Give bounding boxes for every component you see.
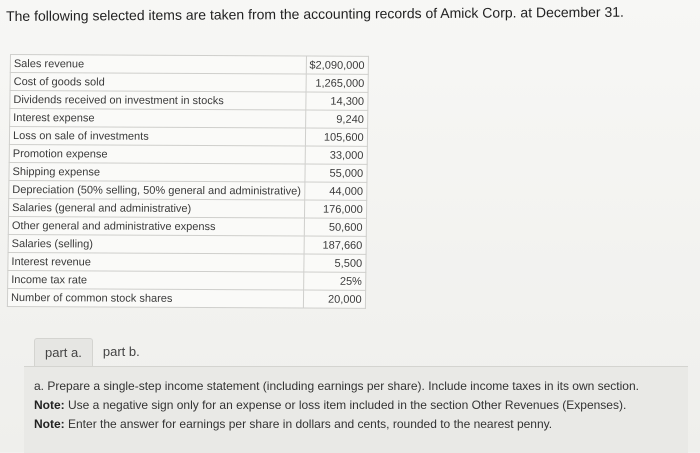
row-value: 14,300 [305,92,367,110]
note-text: Enter the answer for earnings per share in dollars and cents, rounded to the nearest penny. [64,417,553,431]
accounting-records-table [7,54,369,309]
table-row [10,73,368,93]
tab-part-b[interactable]: part b. [102,344,140,359]
row-label: Depreciation (50% selling, 50% general and administrative) [9,181,305,201]
row-label: Shipping expense [9,163,305,183]
note-text: Use a negative sign only for an expense or loss item included in the section Other Revenues (Expenses). [64,398,627,412]
row-label: Loss on sale of investments [9,127,305,147]
row-value: 187,660 [304,236,366,254]
row-label: Cost of goods sold [10,73,306,93]
table-row [9,127,367,147]
table-row [9,181,367,201]
row-value: 50,600 [304,218,366,236]
table-row [9,199,367,219]
tab-part-a[interactable]: part a. [34,338,93,366]
row-value: 25% [303,272,365,290]
note-label: Note: [34,398,65,412]
table-row [8,270,366,290]
row-label: Interest revenue [8,252,304,272]
instructions-panel [24,366,688,453]
instruction-line: a. Prepare a single-step income statement (including earnings per share). Include income taxes in its own section. [34,379,639,393]
row-label: Dividends received on investment in stocks [10,91,306,111]
note-line [34,415,639,434]
row-label: Salaries (general and administrative) [9,199,305,219]
row-label: Salaries (selling) [8,235,304,255]
instructions [34,377,639,434]
row-label: Number of common stock shares [7,288,303,308]
table-row [10,55,368,75]
table-row [8,235,366,255]
row-label: Income tax rate [8,270,304,290]
table-row [10,109,368,129]
note-line [34,396,639,415]
row-value: 105,600 [305,128,367,146]
row-label: Interest expense [10,109,306,129]
row-value: 55,000 [305,164,367,182]
row-value: 5,500 [303,254,365,272]
row-label: Sales revenue [10,55,306,75]
row-value: $2,090,000 [306,56,368,74]
row-label: Promotion expense [9,145,305,165]
note-label: Note: [34,417,65,431]
intro-text: The following selected items are taken from the accounting records of Amick Corp. at December 31. [6,3,624,24]
table-row [7,288,365,308]
row-value: 9,240 [305,110,367,128]
row-value: 20,000 [303,290,365,308]
row-value: 44,000 [304,182,366,200]
table-row [8,252,366,272]
row-value: 1,265,000 [306,74,368,92]
table-row [9,145,367,165]
row-label: Other general and administrative expenss [8,217,304,237]
table-row [8,217,366,237]
row-value: 33,000 [305,146,367,164]
row-value: 176,000 [304,200,366,218]
table-row [10,91,368,111]
part-tabs [34,338,150,366]
table-row [9,163,367,183]
